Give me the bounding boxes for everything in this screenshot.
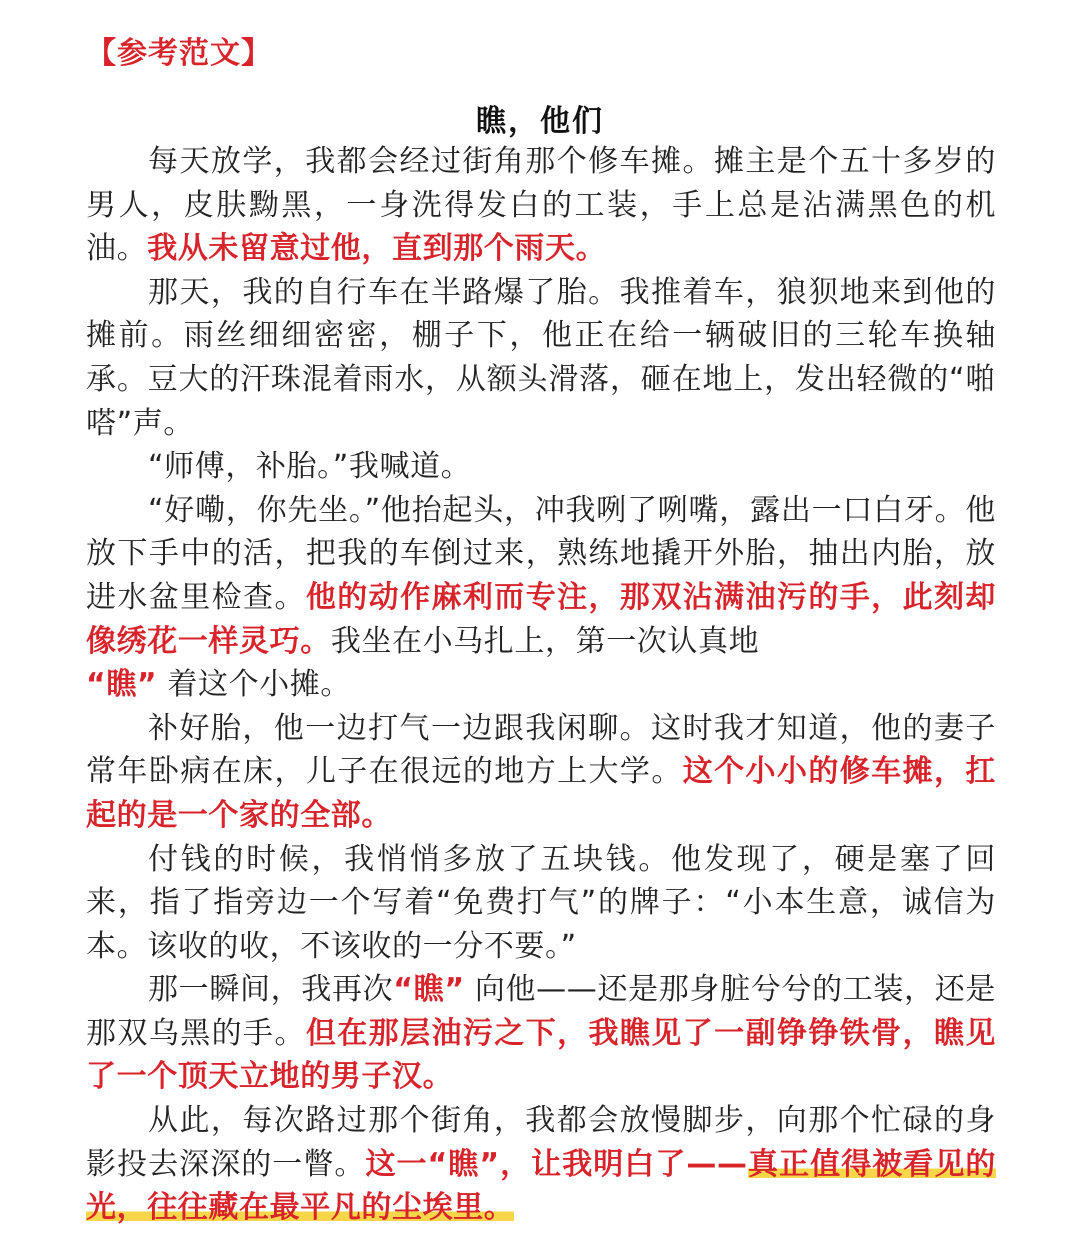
highlight-sentence: 他的动作麻利而专注，那双沾满油污的手，此刻却像绣花一样灵巧。 <box>86 579 997 659</box>
text-segment: “师傅，补胎。”我喊道。 <box>148 449 472 485</box>
highlight-sentence: 这个小小的修车摊，扛起的是一个家的全部。 <box>86 754 996 833</box>
highlight-sentence: 这一“瞧”，让我明白了—— <box>365 1146 748 1182</box>
highlight-sentence: 但在那层油污之下，我瞧见了一副铮铮铁骨，瞧见了一个顶天立地的男子汉。 <box>86 1015 997 1095</box>
paragraph-1 <box>86 140 996 271</box>
text-segment: 补好胎，他一边打气一边跟我闲聊。这时我才知道，他的妻子常年卧病在床，儿子在很远的地方上大学。 <box>86 710 996 790</box>
text-segment: “好嘞，你先坐。”他抬起头，冲我咧了咧嘴，露出一口白牙。他放下手中的活，把我的车倒过来，熟练地撬开外胎，抽出内胎，放进水盆里检查。 <box>86 492 996 615</box>
text-segment: 着这个小摊。 <box>157 667 351 703</box>
paragraph-2 <box>86 271 996 445</box>
text-segment: 从此，每次路过那个街角，我都会放慢脚步，向那个忙碌的身影投去深深的一瞥。 <box>86 1103 996 1182</box>
essay-title: 瞧，他们 <box>476 104 604 139</box>
paragraph-4 <box>86 489 996 707</box>
marker-highlight-sentence: 真正值得被看见的光，往往藏在最平凡的尘埃里。 <box>86 1146 996 1226</box>
text-segment: 我坐在小马扎上，第一次认真地 <box>330 623 760 659</box>
text-segment: 每天放学，我都会经过街角那个修车摊。摊主是个五十多岁的男人，皮肤黝黑，一身洗得发白的工装，手上总是沾满黑色的机油。 <box>86 144 996 267</box>
highlight-quote-qiao: “瞧” <box>393 972 465 1008</box>
text-segment: 向他——还是那身脏兮兮的工装，还是那双乌黑的手。 <box>86 972 996 1051</box>
paragraph-6 <box>86 838 996 969</box>
paragraph-3 <box>86 445 996 489</box>
text-segment: 那天，我的自行车在半路爆了胎。我推着车，狼狈地来到他的摊前。雨丝细细密密，棚子下，他正在给一辆破旧的三轮车换轴承。豆大的汗珠混着雨水，从额头滑落，砸在地上，发出轻微的“啪嗒”声。 <box>86 274 996 441</box>
paragraph-5 <box>86 707 996 838</box>
essay-body <box>86 140 996 1230</box>
reference-essay-tag: 【参考范文】 <box>86 36 272 71</box>
paragraph-8 <box>86 1099 996 1230</box>
highlight-quote-qiao: “瞧” <box>86 667 158 703</box>
paragraph-7 <box>86 968 996 1099</box>
highlight-sentence: 我从未留意过他，直到那个雨天。 <box>147 231 607 267</box>
text-segment: 那一瞬间，我再次 <box>148 972 394 1008</box>
text-segment: 付钱的时候，我悄悄多放了五块钱。他发现了，硬是塞了回来，指了指旁边一个写着“免费打气”的牌子：“小本生意，诚信为本。该收的收，不该收的一分不要。” <box>86 841 996 964</box>
